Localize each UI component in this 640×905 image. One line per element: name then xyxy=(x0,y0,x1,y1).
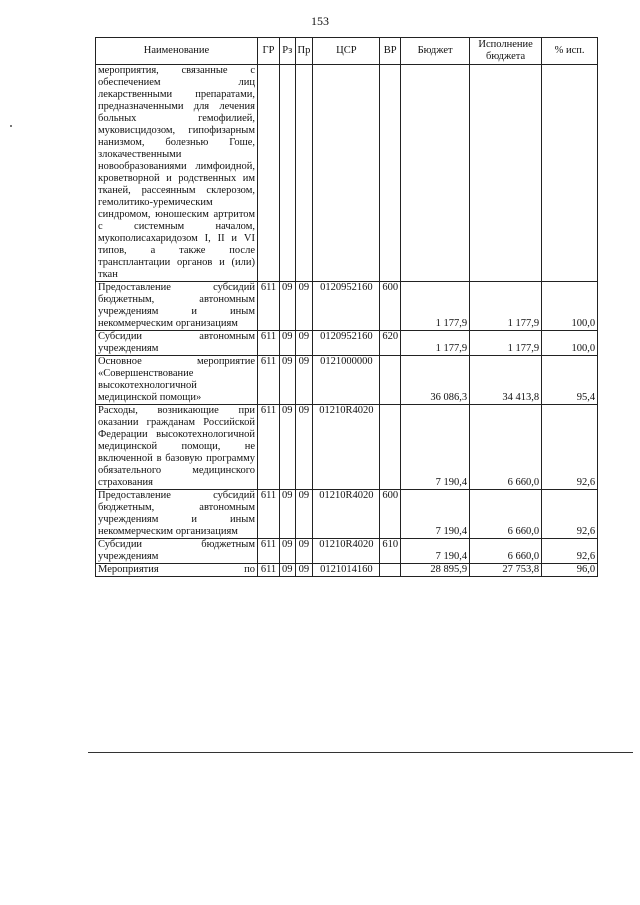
row-percent: 92,6 xyxy=(542,405,598,490)
row-pr: 09 xyxy=(295,539,313,564)
row-rz: 09 xyxy=(280,564,296,577)
row-vr xyxy=(380,405,401,490)
row-pr: 09 xyxy=(295,331,313,356)
header-budget: Бюджет xyxy=(401,38,470,65)
row-percent: 92,6 xyxy=(542,539,598,564)
row-pr: 09 xyxy=(295,356,313,405)
row-csr xyxy=(313,65,380,282)
table-header-row xyxy=(96,38,598,65)
header-rz: Рз xyxy=(280,38,296,65)
page-number: 153 xyxy=(311,14,329,28)
row-gr: 611 xyxy=(258,282,280,331)
header-gr: ГР xyxy=(258,38,280,65)
table-row xyxy=(96,356,598,405)
row-gr: 611 xyxy=(258,331,280,356)
row-pr: 09 xyxy=(295,282,313,331)
row-csr: 0121014160 xyxy=(313,564,380,577)
row-rz: 09 xyxy=(280,405,296,490)
row-gr: 611 xyxy=(258,564,280,577)
row-name: Предоставление субсидий бюджетным, автономным учреждениям и иным некоммерческим организациям xyxy=(96,282,258,331)
row-execution: 6 660,0 xyxy=(470,490,542,539)
row-budget: 36 086,3 xyxy=(401,356,470,405)
row-budget: 1 177,9 xyxy=(401,282,470,331)
row-csr: 0120952160 xyxy=(313,331,380,356)
budget-table xyxy=(95,37,598,577)
row-rz: 09 xyxy=(280,331,296,356)
table-row xyxy=(96,405,598,490)
row-csr: 01210R4020 xyxy=(313,405,380,490)
row-name: Мероприятия по xyxy=(96,564,258,577)
row-vr: 600 xyxy=(380,490,401,539)
row-percent xyxy=(542,65,598,282)
header-name: Наименование xyxy=(96,38,258,65)
header-execution: Исполнение бюджета xyxy=(470,38,542,65)
row-vr xyxy=(380,356,401,405)
row-gr: 611 xyxy=(258,490,280,539)
row-name: Предоставление субсидий бюджетным, автономным учреждениям и иным некоммерческим организациям xyxy=(96,490,258,539)
row-rz: 09 xyxy=(280,356,296,405)
row-pr: 09 xyxy=(295,564,313,577)
row-gr xyxy=(258,65,280,282)
row-vr: 600 xyxy=(380,282,401,331)
row-vr xyxy=(380,564,401,577)
row-pr: 09 xyxy=(295,490,313,539)
row-rz: 09 xyxy=(280,539,296,564)
row-rz: 09 xyxy=(280,282,296,331)
header-csr: ЦСР xyxy=(313,38,380,65)
header-vr: ВР xyxy=(380,38,401,65)
row-budget: 28 895,9 xyxy=(401,564,470,577)
row-budget: 1 177,9 xyxy=(401,331,470,356)
row-csr: 01210R4020 xyxy=(313,490,380,539)
row-budget xyxy=(401,65,470,282)
table-row xyxy=(96,564,598,577)
row-rz xyxy=(280,65,296,282)
row-execution: 34 413,8 xyxy=(470,356,542,405)
row-percent: 96,0 xyxy=(542,564,598,577)
table-row xyxy=(96,331,598,356)
row-rz: 09 xyxy=(280,490,296,539)
row-vr xyxy=(380,65,401,282)
header-percent: % исп. xyxy=(542,38,598,65)
row-gr: 611 xyxy=(258,539,280,564)
table-row xyxy=(96,282,598,331)
row-budget: 7 190,4 xyxy=(401,490,470,539)
row-csr: 0121000000 xyxy=(313,356,380,405)
row-name: Основное мероприятие «Совершенствование высокотехнологичной медицинской помощи» xyxy=(96,356,258,405)
row-execution: 27 753,8 xyxy=(470,564,542,577)
row-gr: 611 xyxy=(258,405,280,490)
row-budget: 7 190,4 xyxy=(401,405,470,490)
row-name: Субсидии бюджетным учреждениям xyxy=(96,539,258,564)
margin-speck xyxy=(10,125,12,127)
row-vr: 620 xyxy=(380,331,401,356)
row-csr: 0120952160 xyxy=(313,282,380,331)
table-row xyxy=(96,65,598,282)
header-pr: Пр xyxy=(295,38,313,65)
table-row xyxy=(96,539,598,564)
row-percent: 100,0 xyxy=(542,331,598,356)
row-name: Расходы, возникающие при оказании гражданам Российской Федерации высокотехнологичной медицинской помощи, не включенной в базовую программу обязательного медицинского страхования xyxy=(96,405,258,490)
row-name: Субсидии автономным учреждениям xyxy=(96,331,258,356)
row-execution: 1 177,9 xyxy=(470,331,542,356)
row-vr: 610 xyxy=(380,539,401,564)
row-execution: 6 660,0 xyxy=(470,405,542,490)
row-pr: 09 xyxy=(295,405,313,490)
row-percent: 95,4 xyxy=(542,356,598,405)
row-csr: 01210R4020 xyxy=(313,539,380,564)
bottom-rule xyxy=(88,752,633,753)
row-name: мероприятия, связанные с обеспечением лиц лекарственными препаратами, предназначенными для лечения больных гемофилией, муковисцидозом, гипофизарным нанизмом, болезнью Гоше, злокачественными новообразованиями лимфоидной, кроветворной и родственных им тканей, рассеянным склерозом, гемолитико-уремическим синдромом, юношеским артритом с системным началом, мукополисахаридозом I, II и VI типов, а также после трансплантации органов и (или) ткан xyxy=(96,65,258,282)
row-execution: 1 177,9 xyxy=(470,282,542,331)
row-gr: 611 xyxy=(258,356,280,405)
row-execution: 6 660,0 xyxy=(470,539,542,564)
row-execution xyxy=(470,65,542,282)
row-percent: 100,0 xyxy=(542,282,598,331)
row-pr xyxy=(295,65,313,282)
table-row xyxy=(96,490,598,539)
row-percent: 92,6 xyxy=(542,490,598,539)
row-budget: 7 190,4 xyxy=(401,539,470,564)
